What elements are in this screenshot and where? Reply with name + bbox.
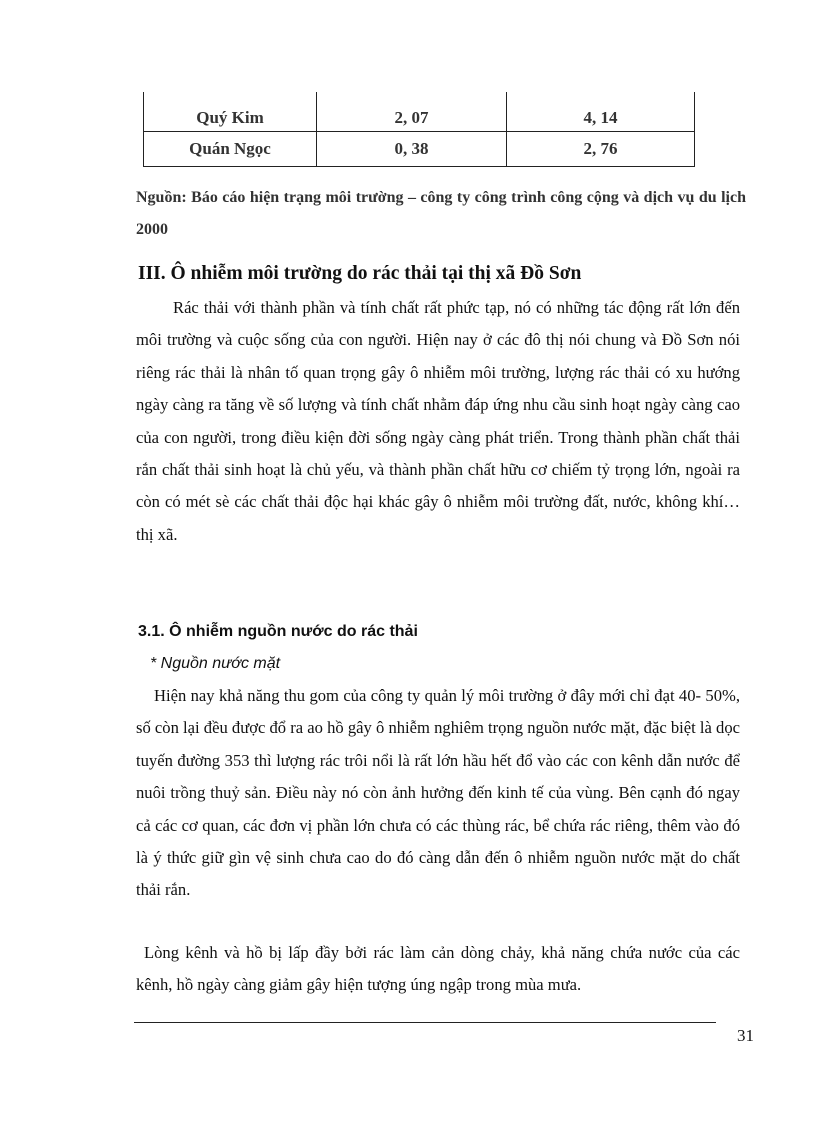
table-cell-location: Quý Kim bbox=[144, 92, 317, 132]
table-cell-location: Quán Ngọc bbox=[144, 132, 317, 167]
page-number: 31 bbox=[737, 1026, 754, 1045]
table-cell-value: 2, 07 bbox=[317, 92, 507, 132]
table-cell-value: 2, 76 bbox=[507, 132, 695, 167]
subsubsection-heading: * Nguồn nước mặt bbox=[150, 655, 281, 672]
body-paragraph: Lòng kênh và hồ bị lấp đầy bởi rác làm cản dòng chảy, khả năng chứa nước của các kênh, hồ ngày càng giảm gây hiện tượng úng ngập trong mùa mưa. bbox=[136, 943, 740, 995]
table-row bbox=[144, 132, 695, 167]
section-heading: III. Ô nhiễm môi trường do rác thải tại thị xã Đồ Sơn bbox=[138, 263, 582, 284]
table-cell-value: 4, 14 bbox=[507, 92, 695, 132]
body-paragraph: Rác thải với thành phần và tính chất rất phức tạp, nó có những tác động rất lớn đến môi trường và cuộc sống của con người. Hiện nay ở các đô thị nói chung và Đồ Sơn nói riêng rác thải là nhân tố quan trọng gây ô nhiễm môi trường, lượng rác thải có xu hướng ngày càng ra tăng về số lượng và tính chất nhằm đáp ứng nhu cầu sinh hoạt ngày càng cao của con người, trong điều kiện đời sống ngày càng phát triển. Trong thành phần chất thải rắn chất thải sinh hoạt là chủ yếu, và thành phần chất hữu cơ chiếm tỷ trọng lớn, ngoài ra còn có mét sè các chất thải độc hại khác gây ô nhiễm môi trường đất, nước, không khí… thị xã. bbox=[136, 298, 740, 544]
body-paragraph: Hiện nay khả năng thu gom của công ty quản lý môi trường ở đây mới chỉ đạt 40- 50%, số còn lại đều được đổ ra ao hồ gây ô nhiễm nghiêm trọng nguồn nước mặt, đặc biệt là dọc tuyến đường 353 thì lượng rác trôi nổi là rất lớn hầu hết đổ vào các con kênh dẫn nước để nuôi trồng thuỷ sản. Điều này nó còn ảnh hưởng đến kinh tế của vùng. Bên cạnh đó ngay cả các cơ quan, các đơn vị phần lớn chưa có các thùng rác, bể chứa rác riêng, thêm vào đó là ý thức giữ gìn vệ sinh chưa cao do đó càng dẫn đến ô nhiễm nguồn nước mặt do chất thải rắn. bbox=[136, 686, 740, 900]
data-table bbox=[143, 92, 695, 167]
table-source-note: Nguồn: Báo cáo hiện trạng môi trường – công ty công trình công cộng và dịch vụ du lịch 2000 bbox=[136, 189, 746, 238]
footer-divider bbox=[134, 1022, 716, 1023]
table-cell-value: 0, 38 bbox=[317, 132, 507, 167]
data-table-fragment bbox=[143, 92, 694, 167]
subsection-heading: 3.1. Ô nhiễm nguồn nước do rác thải bbox=[138, 623, 418, 640]
table-row bbox=[144, 92, 695, 132]
